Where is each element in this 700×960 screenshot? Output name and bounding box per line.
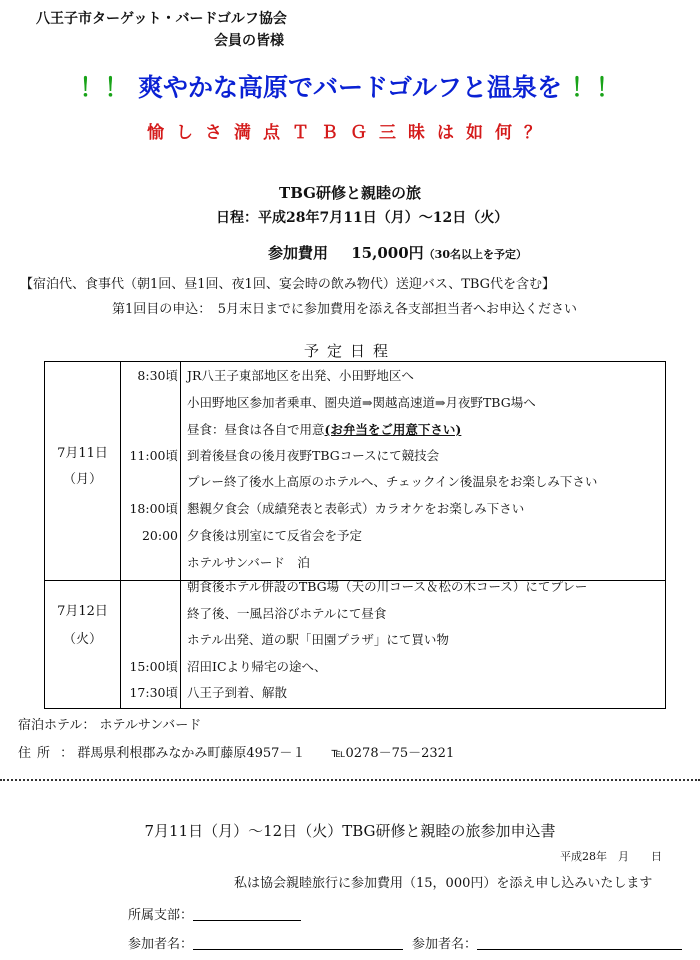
subheadline: 愉しさ満点ＴＢＧ三昧は如何？: [147, 123, 553, 143]
schedule-row: [45, 602, 665, 626]
schedule-row: [45, 444, 665, 468]
headline-text: 爽やかな高原でバードゴルフと温泉を: [137, 73, 562, 102]
branch-label: 所属支部：: [128, 908, 194, 923]
schedule-desc: 八王子到着、解散: [187, 685, 288, 700]
schedule-row: [45, 418, 665, 442]
fee-line: [268, 242, 527, 263]
schedule-row: [45, 391, 665, 415]
address-label: 住所: [18, 746, 57, 761]
schedule-time: 15:00頃: [129, 659, 178, 674]
schedule-desc: ホテルサンバード 泊: [187, 555, 310, 570]
application-note: 第1回目の申込： 5月末日までに参加費用を添え各支部担当者へお申込ください: [112, 302, 578, 317]
address-line: [18, 742, 454, 761]
fee-includes: 【宿泊代、食事代（朝1回、昼1回、夜1回、宴会時の飲み物代）送迎バス、TBG代を含む】: [20, 277, 556, 292]
cut-line: [0, 779, 700, 781]
headline-exclaim-left: ！！: [79, 73, 130, 102]
schedule-time: 18:00頃: [129, 501, 178, 516]
schedule-row: [45, 551, 665, 575]
hotel-tel: ℡0278－75－2321: [331, 746, 455, 761]
participant-field-2: [412, 933, 682, 952]
participant-label-1: 参加者名：: [128, 937, 194, 952]
schedule-desc-lunch: [187, 418, 461, 442]
day2-weekday: （火）: [62, 632, 102, 647]
schedule-desc: 夕食後は別室にて反省会を予定: [187, 528, 363, 543]
participant-label-2: 参加者名：: [412, 937, 478, 952]
tour-dates: 日程：平成28年7月11日（月）～12日（火）: [216, 210, 509, 226]
address-value: 群馬県利根郡みなかみ町藤原4957－１: [77, 746, 306, 761]
headline-exclaim-right: ！！: [570, 73, 621, 102]
schedule-time: 20:00: [141, 528, 178, 543]
participant-input-2[interactable]: [477, 935, 682, 950]
branch-field: [128, 904, 301, 923]
address-separator: ：: [60, 746, 74, 761]
organization-name: 八王子市ターゲット・バードゴルフ協会: [36, 11, 287, 27]
form-date: 平成28年 月 日: [560, 850, 662, 863]
schedule-desc: 終了後、一風呂浴びホテルにて昼食: [187, 606, 387, 621]
schedule-row: [45, 470, 665, 494]
schedule-desc: 沼田ICより帰宅の途へ、: [187, 659, 327, 674]
lunch-text: 昼食：昼食は各自で用意: [187, 422, 325, 437]
day1-date: 7月11日: [57, 446, 108, 461]
schedule-row: [45, 655, 665, 679]
schedule-desc: 懇親夕食会（成績発表と表彰式）カラオケをお楽しみ下さい: [187, 501, 525, 516]
schedule-desc: 到着後昼食の後月夜野TBGコースにて競技会: [187, 448, 440, 463]
schedule-desc: 小田野地区参加者乗車、圏央道⇒関越高速道⇒月夜野TBG場へ: [187, 395, 536, 410]
schedule-time: 11:00頃: [129, 448, 178, 463]
schedule-row: [45, 524, 665, 548]
headline: [0, 68, 700, 104]
schedule-time: 8:30頃: [137, 368, 178, 383]
form-title: 7月11日（月）～12日（火）TBG研修と親睦の旅参加申込書: [144, 822, 556, 840]
fee-label: 参加費用: [268, 244, 329, 262]
form-pledge: 私は協会親睦旅行に参加費用（15，000円）を添え申し込みいたします: [234, 876, 653, 891]
fee-amount: 15,000円: [351, 244, 424, 262]
schedule-row: [45, 681, 665, 705]
hotel-line: [18, 714, 201, 733]
schedule-table: [44, 361, 666, 709]
fee-note: （30名以上を予定）: [423, 248, 527, 261]
branch-input[interactable]: [193, 906, 301, 921]
day2-date: 7月12日: [57, 604, 108, 619]
schedule-row: [45, 497, 665, 521]
schedule-time: 17:30頃: [129, 685, 178, 700]
schedule-row: [45, 364, 665, 388]
tour-title: TBG研修と親睦の旅: [279, 184, 421, 202]
participant-input-1[interactable]: [193, 935, 403, 950]
schedule-row: [45, 575, 665, 599]
schedule-heading: 予定日程: [303, 342, 396, 360]
schedule-desc: ホテル出発、道の駅「田園プラザ」にて買い物: [187, 632, 449, 647]
hotel-label: 宿泊ホテル：: [18, 718, 96, 733]
schedule-desc: JR八王子東部地区を出発、小田野地区へ: [187, 368, 414, 383]
participant-field-1: [128, 933, 403, 952]
schedule-desc: プレー終了後水上高原のホテルへ、チェックイン後温泉をお楽しみ下さい: [187, 474, 598, 489]
addressee: 会員の皆様: [214, 33, 284, 49]
hotel-name: ホテルサンバード: [99, 718, 202, 733]
lunch-emphasis: (お弁当をご用意下さい): [324, 422, 462, 437]
schedule-row: [45, 628, 665, 652]
day1-weekday: （月）: [62, 472, 102, 487]
schedule-desc: 朝食後ホテル併設のTBG場（天の川コース＆松の木コース）にてプレー: [187, 579, 588, 594]
